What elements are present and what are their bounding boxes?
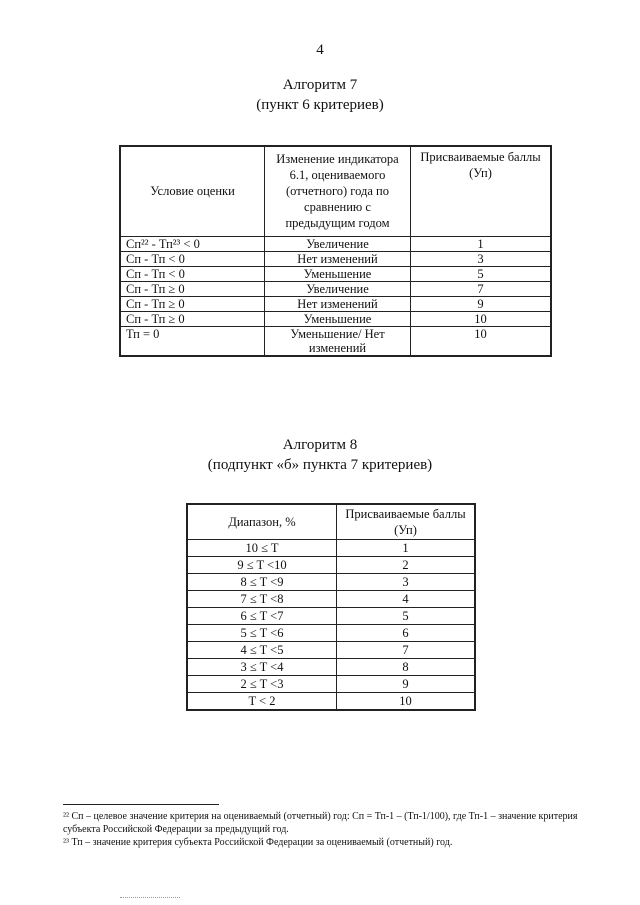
table-row (187, 574, 475, 591)
cell-range: 10 ≤ T (187, 540, 337, 557)
cell-score: 3 (337, 574, 476, 591)
table-row (120, 311, 551, 326)
cell-range: 3 ≤ T <4 (187, 659, 337, 676)
table-row (187, 608, 475, 625)
footnotes (63, 810, 613, 849)
page-number: 4 (316, 42, 324, 58)
cell-range: 7 ≤ T <8 (187, 591, 337, 608)
header-change: Изменение индикатора 6.1, оцениваемого (отчетного) года по сравнению с предыдущим годом (265, 146, 411, 236)
cell-score: 7 (337, 642, 476, 659)
cell-condition: Сп - Тп ≥ 0 (120, 311, 265, 326)
cell-change: Нет изменений (265, 296, 411, 311)
cell-score: 7 (411, 281, 552, 296)
table-row (187, 693, 475, 711)
table-row (120, 281, 551, 296)
table-header-row (187, 504, 475, 540)
table-row (120, 251, 551, 266)
cell-change: Уменьшение (265, 266, 411, 281)
algorithm8-table (186, 503, 476, 711)
footnote-22: ²² Сп – целевое значение критерия на оцениваемый (отчетный) год: Сп = Тп-1 – (Тп-1/100), где Тп-1 – значение критерия субъекта Российской Федерации за предыдущий год. (63, 811, 578, 835)
cell-score: 1 (411, 236, 552, 251)
header-condition: Условие оценки (120, 146, 265, 236)
table-row (187, 676, 475, 693)
cell-score: 1 (337, 540, 476, 557)
cell-score: 10 (337, 693, 476, 711)
page-edge-mark (120, 897, 180, 898)
table-row (187, 540, 475, 557)
table-header-row (120, 146, 551, 236)
algorithm7-heading (0, 75, 640, 115)
header-score: Присваиваемые баллы (Уп) (411, 146, 552, 236)
cell-range: 8 ≤ T <9 (187, 574, 337, 591)
footnote-divider (63, 804, 219, 805)
table-row (187, 659, 475, 676)
cell-score: 4 (337, 591, 476, 608)
cell-score: 3 (411, 251, 552, 266)
cell-change: Увеличение (265, 281, 411, 296)
cell-condition: Сп - Тп < 0 (120, 266, 265, 281)
table-row (120, 266, 551, 281)
cell-score: 6 (337, 625, 476, 642)
cell-range: 6 ≤ T <7 (187, 608, 337, 625)
cell-condition: Сп²² - Тп²³ < 0 (120, 236, 265, 251)
cell-condition: Сп - Тп < 0 (120, 251, 265, 266)
algorithm8-title: Алгоритм 8 (282, 437, 358, 453)
cell-score: 8 (337, 659, 476, 676)
cell-change: Уменьшение (265, 311, 411, 326)
cell-score: 5 (337, 608, 476, 625)
table-row (187, 625, 475, 642)
table-row (187, 591, 475, 608)
algorithm8-subtitle: (подпункт «б» пункта 7 критериев) (207, 457, 433, 473)
table-row (120, 296, 551, 311)
table-row (120, 326, 551, 356)
cell-score: 9 (337, 676, 476, 693)
header-range: Диапазон, % (187, 504, 337, 540)
cell-change: Нет изменений (265, 251, 411, 266)
table-row (187, 642, 475, 659)
algorithm7-subtitle: (пункт 6 критериев) (256, 97, 384, 113)
table-row (120, 236, 551, 251)
algorithm8-heading (0, 435, 640, 475)
cell-range: 5 ≤ T <6 (187, 625, 337, 642)
cell-range: 2 ≤ T <3 (187, 676, 337, 693)
cell-range: T < 2 (187, 693, 337, 711)
cell-score: 10 (411, 326, 552, 356)
algorithm7-title: Алгоритм 7 (282, 77, 358, 93)
cell-score: 5 (411, 266, 552, 281)
header-score: Присваиваемые баллы (Уп) (337, 504, 476, 540)
cell-condition: Сп - Тп ≥ 0 (120, 296, 265, 311)
cell-range: 4 ≤ T <5 (187, 642, 337, 659)
cell-condition: Сп - Тп ≥ 0 (120, 281, 265, 296)
cell-score: 10 (411, 311, 552, 326)
table-row (187, 557, 475, 574)
algorithm8-body (187, 540, 475, 711)
cell-change: Увеличение (265, 236, 411, 251)
algorithm7-table (119, 145, 552, 357)
footnote-23: ²³ Тп – значение критерия субъекта Российской Федерации за оцениваемый (отчетный) год. (63, 837, 453, 848)
cell-score: 2 (337, 557, 476, 574)
cell-condition: Тп = 0 (120, 326, 265, 356)
cell-range: 9 ≤ T <10 (187, 557, 337, 574)
algorithm7-body (120, 236, 551, 356)
cell-change: Уменьшение/ Нет изменений (265, 326, 411, 356)
cell-score: 9 (411, 296, 552, 311)
